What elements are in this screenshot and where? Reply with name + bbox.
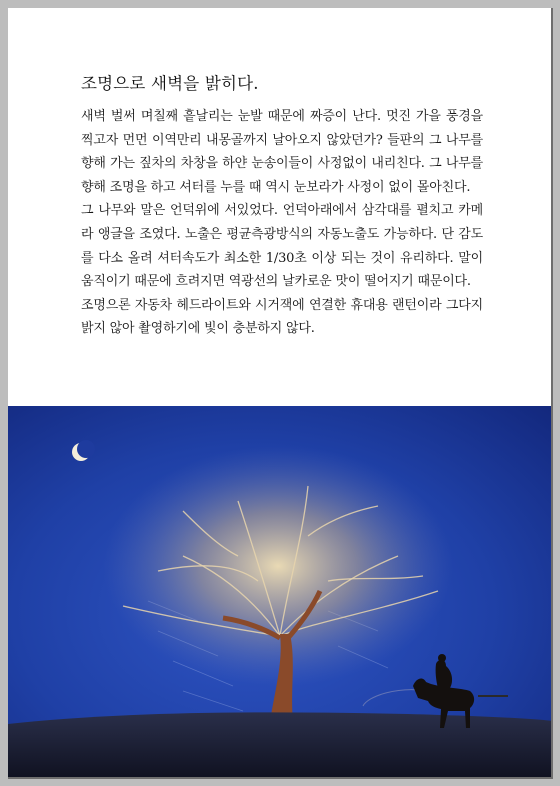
article-paragraph-3: 조명으론 자동차 헤드라이트와 시거잭에 연결한 휴대용 랜턴이라 그다지 밝지 않아 촬영하기에 빛이 충분하지 않다. (81, 297, 483, 337)
tree-canopy-glow (103, 446, 453, 686)
article-paragraph-1: 새벽 벌써 며칠째 흩날리는 눈발 때문에 짜증이 난다. 멋진 가을 풍경을 찍고자 먼먼 이역만리 내몽골까지 날아오지 않았던가? 들판의 그 나무를 향해 가는 짚차의 차창을 하얀 눈송이들이 사정없이 내리친다. 그 나무를 향해 조명을 하고 셔터를 누를 때 역시 눈보라가 사정이 없이 몰아친다. (81, 109, 483, 195)
hillside-ground (8, 712, 553, 779)
night-tree-photo (8, 406, 553, 779)
article-paragraph-2: 그 나무와 말은 언덕위에 서있었다. 언덕아래에서 삼각대를 펼치고 카메라 앵글을 조였다. 노출은 평균측광방식의 자동노출도 가능하다. 단 감도를 다소 올려 셔터속도가 최소한 1/30초 이상 되는 것이 유리하다. 말이 움직이기 때문에 흐려지면 역광선의 날카로운 맛이 떨어지기 때문이다. (81, 203, 483, 290)
document-page (8, 8, 553, 779)
article (81, 70, 483, 341)
article-title: 조명으로 새벽을 밝히다. (81, 74, 259, 93)
